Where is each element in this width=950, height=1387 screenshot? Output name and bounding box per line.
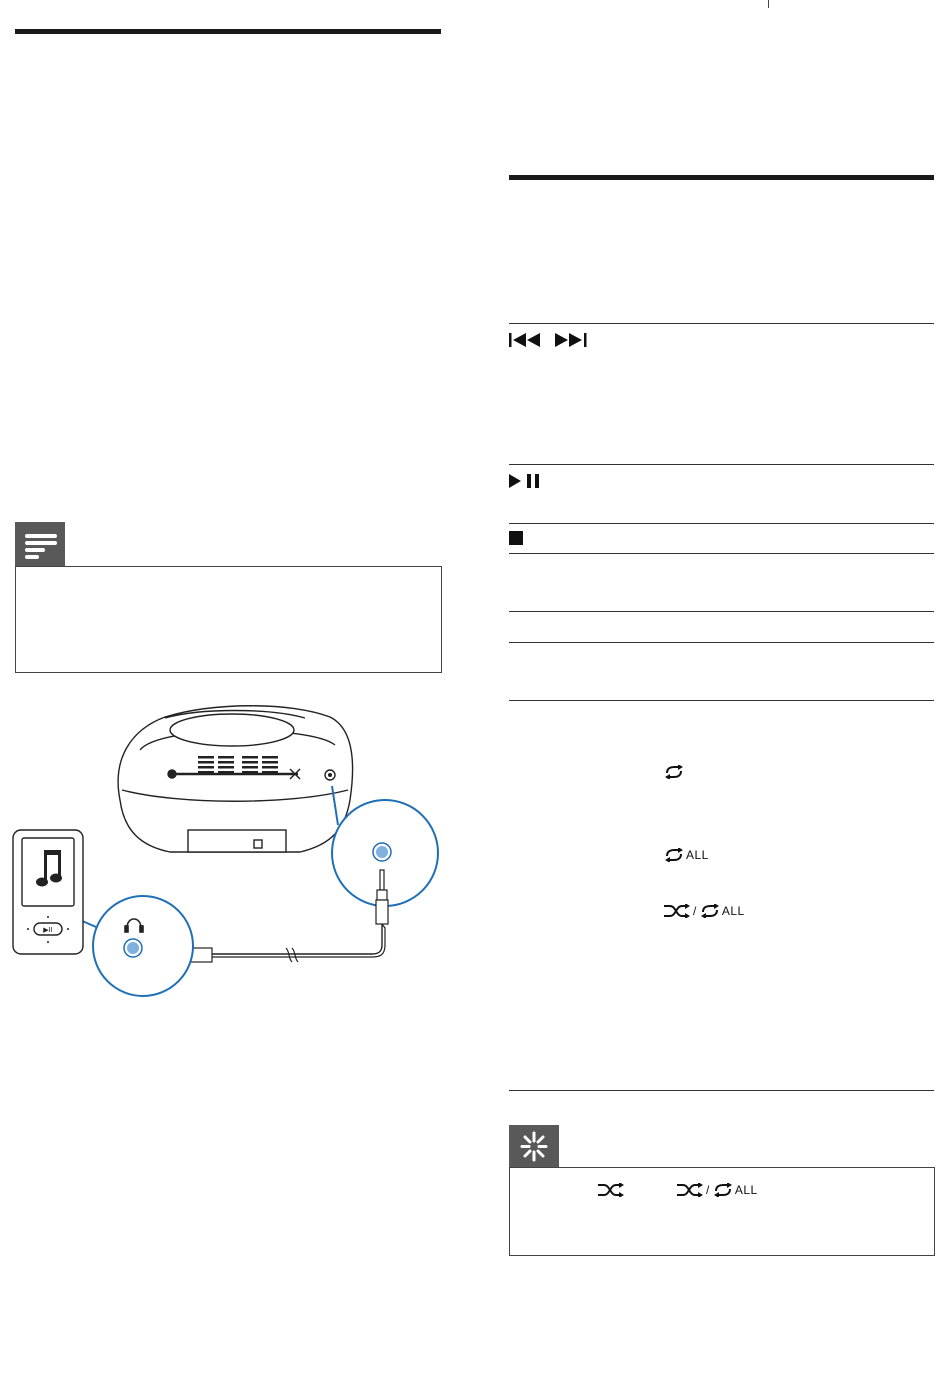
repeat-mode-1	[664, 763, 684, 781]
note-tab	[15, 522, 65, 566]
repeat-mode-3	[664, 902, 745, 920]
tip-repeat-suffix: ALL	[734, 1183, 758, 1197]
repeat-icon	[713, 1183, 733, 1197]
table-rule-top	[509, 323, 934, 324]
next-track-icon	[553, 333, 587, 347]
tip-symbol-1	[598, 1181, 624, 1199]
note-text	[16, 567, 441, 587]
tip-tab	[509, 1125, 559, 1168]
table-rule-4	[509, 553, 934, 554]
table-rule-5	[509, 611, 934, 612]
zoom-headphone-output	[93, 896, 193, 996]
repeat-mode-2-suffix: ALL	[686, 848, 709, 862]
table-rule-6	[509, 642, 934, 643]
prev-next-symbols	[509, 332, 587, 348]
table-rule-7	[509, 700, 934, 701]
boombox	[118, 706, 352, 852]
repeat-mode-3-separator: /	[693, 904, 697, 918]
table-rule-bottom	[509, 1090, 934, 1091]
table-rule-3	[509, 523, 934, 524]
player-button-label: ▶II	[43, 926, 53, 934]
play-pause-symbol	[509, 473, 541, 489]
tip-box	[509, 1167, 935, 1256]
repeat-mode-2	[664, 846, 709, 864]
table-rule-2	[509, 464, 934, 465]
shuffle-icon	[664, 904, 690, 918]
shuffle-icon	[598, 1183, 624, 1197]
repeat-icon	[700, 904, 720, 918]
connection-illustration	[0, 690, 460, 1010]
page-corner-mark	[768, 0, 769, 8]
note-icon	[15, 522, 65, 566]
repeat-mode-3-suffix: ALL	[721, 904, 745, 918]
repeat-icon	[664, 765, 684, 779]
shuffle-icon	[677, 1183, 703, 1197]
note-box	[15, 566, 442, 673]
tip-separator: /	[706, 1183, 710, 1197]
stop-symbol	[509, 530, 523, 546]
media-player	[13, 830, 83, 954]
previous-track-icon	[509, 333, 543, 347]
repeat-icon	[664, 848, 684, 862]
section-rule-right	[509, 175, 934, 180]
tip-icon	[509, 1125, 559, 1168]
section-rule-left	[15, 29, 441, 34]
stop-icon	[509, 531, 523, 545]
tip-symbol-2	[677, 1181, 758, 1199]
play-pause-icon	[509, 474, 541, 488]
